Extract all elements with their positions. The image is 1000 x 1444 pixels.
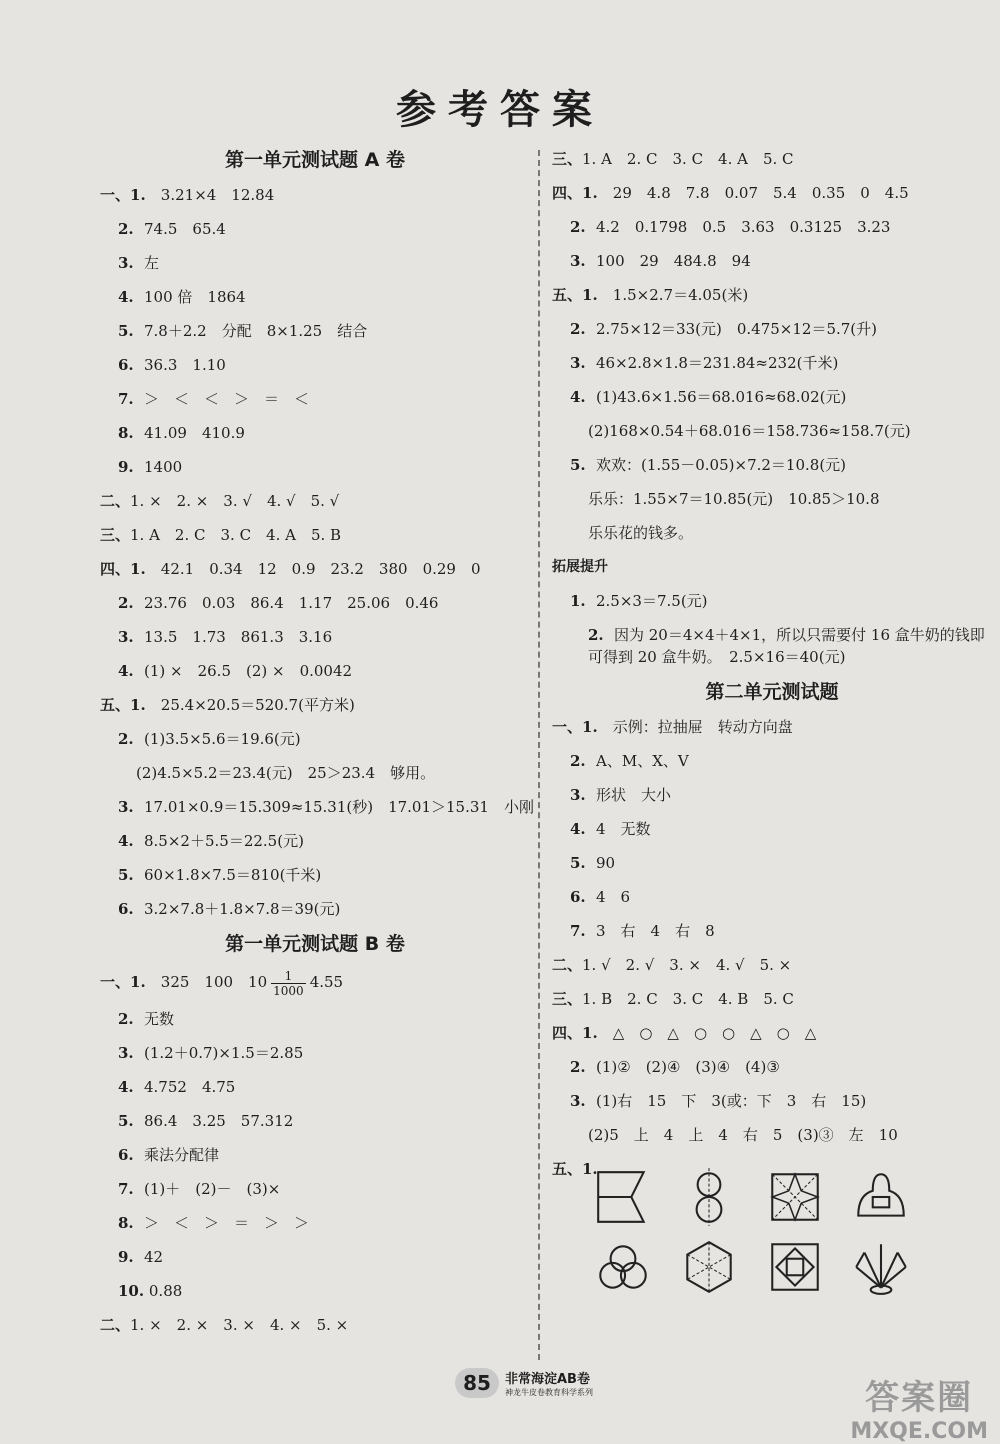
symmetry-figures-row-2: [552, 1236, 992, 1298]
answer-row: (2)5 上 4 上 4 右 5 (3)③ 左 10: [588, 1126, 898, 1144]
section-heading-unit1-b: 第一单元测试题 B 卷: [225, 933, 405, 955]
answer-row: 5. 86.4 3.25 57.312: [118, 1112, 294, 1130]
answer-row: 7. (1)＋ (2)－ (3)×: [118, 1180, 281, 1198]
site-watermark: 答案圈 MXQE.COM: [850, 1378, 988, 1444]
answer-row: 4. 4.752 4.75: [118, 1078, 236, 1096]
answer-row: 4. (1) × 26.5 (2) × 0.0042: [118, 662, 353, 680]
answer-row: 7. ＞ ＜ ＜ ＞ ＝ ＜: [118, 390, 310, 408]
answer-row: 2. A、M、X、V: [570, 752, 689, 770]
three-circles-figure: [592, 1236, 654, 1298]
answer-row: 4. 100 倍 1864: [118, 288, 246, 306]
answer-row: 2. 2.75×12＝33(元) 0.475×12＝5.7(升): [570, 320, 878, 338]
extension-heading: 拓展提升: [552, 559, 608, 575]
right-column: [552, 142, 992, 1298]
answer-row: 3. 13.5 1.73 861.3 3.16: [118, 628, 333, 646]
answer-row: 8. ＞ ＜ ＞ ＝ ＞ ＞: [118, 1214, 310, 1232]
answer-row: 二、1. × 2. × 3. × 4. × 5. ×: [100, 1316, 349, 1334]
left-column: [100, 142, 534, 1342]
answer-row: 2. (1)② (2)④ (3)④ (4)③: [570, 1058, 780, 1076]
answer-row: 四、1. △ ○ △ ○ ○ △ ○ △: [552, 1024, 817, 1042]
figure-eight: [678, 1166, 740, 1228]
answer-row: 3. 100 29 484.8 94: [570, 252, 751, 270]
answer-row: 3. 左: [118, 254, 160, 272]
page-number: 85: [455, 1368, 499, 1398]
answer-row: 6. 3.2×7.8＋1.8×7.8＝39(元): [118, 900, 341, 918]
answer-row: 五、1. 1.5×2.7＝4.05(米): [552, 286, 749, 304]
answer-row: 6. 4 6: [570, 888, 631, 906]
hexagon-star-figure: [678, 1236, 740, 1298]
answer-row: 二、1. √ 2. √ 3. × 4. √ 5. ×: [552, 956, 792, 974]
answer-row: 三、1. A 2. C 3. C 4. A 5. B: [100, 526, 342, 544]
star-square-figure: [764, 1166, 826, 1228]
answer-row: 乐乐花的钱多。: [588, 524, 694, 542]
answer-row: 3. (1)右 15 下 3(或：下 3 右 15): [570, 1092, 867, 1110]
answer-row: 6. 36.3 1.10: [118, 356, 226, 374]
answer-row: 3. 形状 大小: [570, 786, 672, 804]
answer-row: 乐乐：1.55×7＝10.85(元) 10.85＞10.8: [588, 490, 880, 508]
section-heading-unit2: 第二单元测试题: [705, 681, 839, 703]
answer-row: 一、1. 3.21×4 12.84: [100, 186, 275, 204]
answer-row: 2. 23.76 0.03 86.4 1.17 25.06 0.46: [118, 594, 439, 612]
answer-row: 4. 8.5×2＋5.5＝22.5(元): [118, 832, 304, 850]
answer-row: 二、1. × 2. × 3. √ 4. √ 5. √: [100, 492, 340, 510]
flag-figure: [592, 1166, 654, 1228]
answer-row: 三、1. A 2. C 3. C 4. A 5. C: [552, 150, 794, 168]
answer-row: 4. 4 无数: [570, 820, 651, 838]
answer-row: 五、1. 25.4×20.5＝520.7(平方米): [100, 696, 355, 714]
page-title: 参考答案: [396, 87, 604, 133]
answer-row: 5. 7.8＋2.2 分配 8×1.25 结合: [118, 322, 368, 340]
series-name: 非常海淀AB卷 神龙牛皮卷教育科学系列: [505, 1372, 593, 1397]
answer-row: 7. 3 右 4 右 8: [570, 922, 715, 940]
answer-row: 9. 42: [118, 1248, 164, 1266]
fan-figure: [850, 1236, 912, 1298]
answer-row: 2. 4.2 0.1798 0.5 3.63 0.3125 3.23: [570, 218, 891, 236]
answer-row: 5. 90: [570, 854, 616, 872]
answer-row: 一、1. 示例：拉抽屉 转动方向盘: [552, 718, 793, 736]
page-footer: [455, 1368, 593, 1398]
bag-figure: [850, 1166, 912, 1228]
answer-row: 8. 41.09 410.9: [118, 424, 245, 442]
answer-row: 2. 因为 20＝4×4＋4×1，所以只需要付 16 盒牛奶的钱即可得到 20 盒牛奶。 2.5×16＝40(元): [588, 626, 985, 666]
answer-row: 5. 欢欢：(1.55－0.05)×7.2＝10.8(元): [570, 456, 847, 474]
answer-row: 三、1. B 2. C 3. C 4. B 5. C: [552, 990, 794, 1008]
answer-row: 3. 17.01×0.9＝15.309≈15.31(秒) 17.01＞15.31 小刚: [118, 798, 534, 816]
answer-row: 一、1. 325 100 10 $\frac{1}{1000}$ 4.55: [100, 968, 344, 998]
answer-row: 3. 46×2.8×1.8＝231.84≈232(千米): [570, 354, 839, 372]
answer-row: 四、1. 29 4.8 7.8 0.07 5.4 0.35 0 4.5: [552, 184, 909, 202]
answer-row: 四、1. 42.1 0.34 12 0.9 23.2 380 0.29 0: [100, 560, 481, 578]
fraction: $\frac{1}{1000}$: [273, 968, 304, 998]
answer-row: 10. 0.88: [118, 1282, 183, 1300]
section-heading-unit1-a: 第一单元测试题 A 卷: [225, 149, 405, 171]
column-divider: [538, 150, 540, 1360]
answer-row: 1. 2.5×3＝7.5(元): [570, 592, 708, 610]
answer-row: 9. 1400: [118, 458, 183, 476]
nested-diamond-figure: [764, 1236, 826, 1298]
answer-row: 2. 无数: [118, 1010, 175, 1028]
answer-row: 5. 60×1.8×7.5＝810(千米): [118, 866, 322, 884]
answer-row: 4. (1)43.6×1.56＝68.016≈68.02(元): [570, 388, 847, 406]
symmetry-figures-row-1: [552, 1166, 992, 1228]
answer-row: 3. (1.2＋0.7)×1.5＝2.85: [118, 1044, 304, 1062]
answer-row: 2. (1)3.5×5.6＝19.6(元): [118, 730, 301, 748]
answer-row: 6. 乘法分配律: [118, 1146, 220, 1164]
answer-row: 五、1.: [552, 1160, 598, 1178]
answer-row: (2)168×0.54＋68.016＝158.736≈158.7(元): [588, 422, 911, 440]
answer-row: (2)4.5×5.2＝23.4(元) 25＞23.4 够用。: [136, 764, 436, 782]
answer-row: 2. 74.5 65.4: [118, 220, 226, 238]
